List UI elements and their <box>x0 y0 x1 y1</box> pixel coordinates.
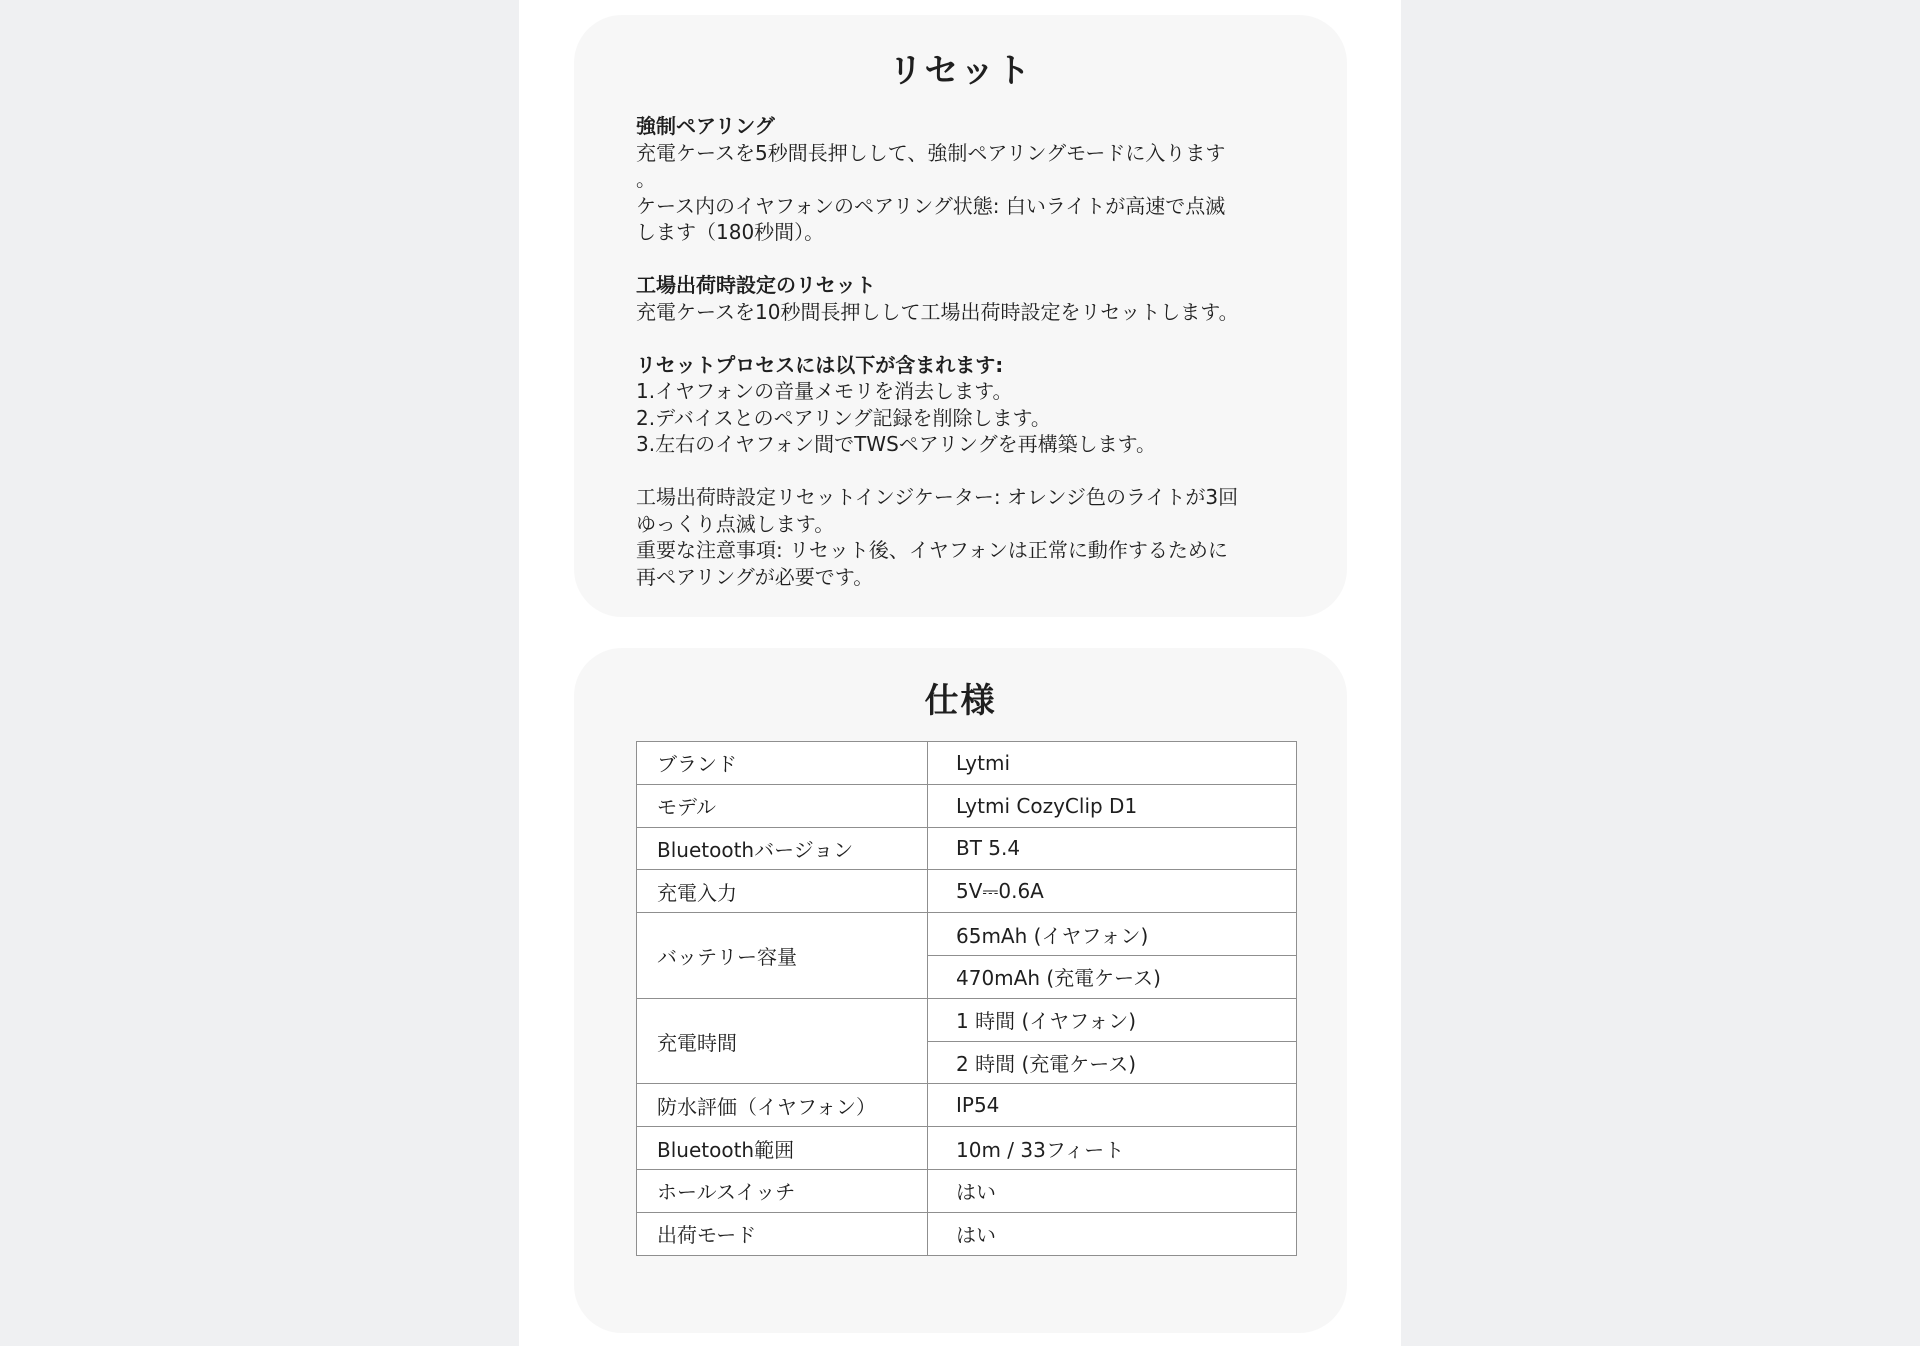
spec-label-shipping-mode: 出荷モード <box>637 1212 928 1255</box>
table-row <box>637 913 1297 956</box>
reset-card <box>574 15 1347 617</box>
factory-reset-heading: 工場出荷時設定のリセット <box>636 273 876 297</box>
table-row <box>637 1169 1297 1212</box>
table-row <box>637 742 1297 785</box>
spec-value-brand: Lytmi <box>928 742 1297 785</box>
force-pairing-text: 充電ケースを5秒間長押しして、強制ペアリングモードに入ります <box>636 140 1226 165</box>
table-row <box>637 827 1297 870</box>
table-row <box>637 1212 1297 1255</box>
spec-value-hall-switch: はい <box>928 1169 1297 1212</box>
specs-card <box>574 648 1347 1333</box>
spec-value-charging-case: 2 時間 (充電ケース) <box>928 1041 1297 1084</box>
spec-label-bluetooth-version: Bluetoothバージョン <box>637 827 928 870</box>
table-row <box>637 1127 1297 1170</box>
spec-value-bluetooth-range: 10m / 33フィート <box>928 1127 1297 1170</box>
force-pairing-section <box>636 113 1316 246</box>
force-pairing-text: ケース内のイヤフォンのペアリング状態: 白いライトが高速で点滅 <box>636 193 1226 218</box>
reset-process-heading: リセットプロセスには以下が含まれます: <box>636 352 1004 377</box>
important-note-text: 再ペアリングが必要です。 <box>636 564 874 589</box>
spec-value-bluetooth-version: BT 5.4 <box>928 827 1297 870</box>
factory-reset-section <box>636 272 1316 325</box>
important-note-text: 重要な注意事項: リセット後、イヤフォンは正常に動作するために <box>636 538 1228 562</box>
force-pairing-text: 。 <box>636 167 656 191</box>
spec-value-charging-input: 5V⎓0.6A <box>928 870 1297 913</box>
spec-label-battery-capacity: バッテリー容量 <box>637 913 928 999</box>
specs-title: 仕様 <box>924 681 997 721</box>
table-row <box>637 870 1297 913</box>
reset-notes-section <box>636 484 1316 590</box>
reset-process-item: 3.左右のイヤフォン間でTWSペアリングを再構築します。 <box>636 432 1156 456</box>
factory-reset-text: 充電ケースを10秒間長押しして工場出荷時設定をリセットします。 <box>636 299 1239 324</box>
reset-process-section <box>636 352 1316 458</box>
spec-value-model: Lytmi CozyClip D1 <box>928 784 1297 827</box>
spec-value-charging-earbuds: 1 時間 (イヤフォン) <box>928 998 1297 1041</box>
reset-process-item: 2.デバイスとのペアリング記録を削除します。 <box>636 405 1051 430</box>
spec-value-battery-earbuds: 65mAh (イヤフォン) <box>928 913 1297 956</box>
table-row <box>637 998 1297 1041</box>
reset-title: リセット <box>888 51 1033 91</box>
spec-label-bluetooth-range: Bluetooth範囲 <box>637 1127 928 1170</box>
spec-label-charging-input: 充電入力 <box>637 870 928 913</box>
reset-process-item: 1.イヤフォンの音量メモリを消去します。 <box>636 379 1013 403</box>
reset-indicator-text: 工場出荷時設定リセットインジケーター: オレンジ色のライトが3回 <box>636 485 1239 509</box>
spec-label-model: モデル <box>637 784 928 827</box>
spec-value-water-rating: IP54 <box>928 1084 1297 1127</box>
spec-label-water-rating: 防水評価（イヤフォン） <box>637 1084 928 1127</box>
table-row <box>637 784 1297 827</box>
reset-indicator-text: ゆっくり点滅します。 <box>636 511 835 536</box>
force-pairing-heading: 強制ペアリング <box>636 114 775 138</box>
table-row <box>637 1084 1297 1127</box>
force-pairing-text: します（180秒間）。 <box>636 220 825 244</box>
spec-value-shipping-mode: はい <box>928 1212 1297 1255</box>
page-column <box>519 0 1401 1346</box>
spec-table <box>636 741 1297 1256</box>
reset-body <box>636 113 1316 590</box>
spec-value-battery-case: 470mAh (充電ケース) <box>928 955 1297 998</box>
spec-label-hall-switch: ホールスイッチ <box>637 1169 928 1212</box>
spec-label-brand: ブランド <box>637 742 928 785</box>
spec-label-charging-time: 充電時間 <box>637 998 928 1084</box>
